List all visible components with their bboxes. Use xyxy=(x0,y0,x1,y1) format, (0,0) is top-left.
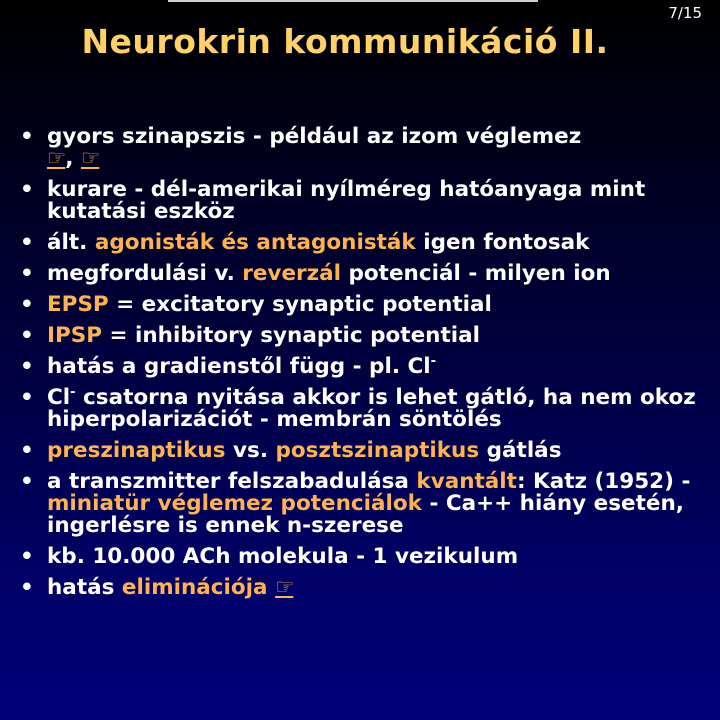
hyperlink-hand-icon[interactable]: ☞ xyxy=(80,146,100,171)
highlight-term: IPSP xyxy=(47,323,102,348)
bullet-text: gyors szinapszis - például az izom véglemez xyxy=(47,124,582,149)
highlight-term: miniatür véglemez potenciálok xyxy=(47,491,422,516)
bullet-text: a transzmitter felszabadulása xyxy=(47,469,417,494)
bullet-text: kurare - dél-amerikai nyílméreg hatóanyaga mint kutatási eszköz xyxy=(47,177,646,224)
bullet-text: potenciál - milyen ion xyxy=(341,261,611,286)
bullet-item xyxy=(20,126,710,170)
highlight-term: kvantált xyxy=(416,469,517,494)
highlight-term: eliminációja xyxy=(121,575,268,600)
slide-title: Neurokrin kommunikáció II. xyxy=(81,22,609,61)
highlight-term: agonisták és antagonisták xyxy=(94,230,416,255)
bullet-item xyxy=(20,353,710,379)
highlight-term: EPSP xyxy=(47,292,109,317)
bullet-text: megfordulási v. xyxy=(47,261,243,286)
bullet-text: ált. xyxy=(47,230,95,255)
bullet-text: csatorna nyitása akkor is lehet gátló, ha nem okoz hiperpolarizációt - membrán söntölés xyxy=(47,385,696,432)
highlight-term: preszinaptikus xyxy=(47,438,226,463)
bullet-text: gátlás xyxy=(479,438,562,463)
bullet-text: - Ca++ hiány esetén, ingerlésre is ennek n-szerese xyxy=(47,491,684,538)
bullet-item xyxy=(20,179,710,223)
bullet-text: hatás xyxy=(47,575,122,600)
bullet-text: kb. 10.000 ACh molekula - 1 vezikulum xyxy=(47,544,519,569)
bullet-text: : Katz (1952) - xyxy=(516,469,691,494)
bullet-item xyxy=(20,263,710,285)
hyperlink-hand-icon[interactable]: ☞ xyxy=(275,575,294,600)
bullet-item xyxy=(20,546,710,568)
top-rule xyxy=(168,0,538,2)
bullet-text: = excitatory synaptic potential xyxy=(108,292,492,317)
hyperlink-hand-icon[interactable]: ☞ xyxy=(47,146,66,171)
bullet-text: vs. xyxy=(225,438,276,463)
bullet-item xyxy=(20,440,710,462)
page-number: 7/15 xyxy=(668,4,702,22)
bullet-text: igen fontosak xyxy=(415,230,590,255)
bullet-item xyxy=(20,577,710,599)
bullet-text: = inhibitory synaptic potential xyxy=(102,323,480,348)
bullet-text: hatás a gradienstől függ - pl. Cl xyxy=(47,354,431,379)
highlight-term: posztszinaptikus xyxy=(275,438,480,463)
bullet-list xyxy=(20,126,710,608)
highlight-term: reverzál xyxy=(242,261,342,286)
bullet-item xyxy=(20,384,710,432)
bullet-text: Cl xyxy=(47,385,71,410)
bullet-item xyxy=(20,471,710,537)
bullet-item xyxy=(20,325,710,347)
superscript: - xyxy=(70,384,76,400)
bullet-item xyxy=(20,232,710,254)
superscript: - xyxy=(430,353,437,369)
bullet-item xyxy=(20,294,710,316)
bullet-separator: , xyxy=(65,146,74,171)
